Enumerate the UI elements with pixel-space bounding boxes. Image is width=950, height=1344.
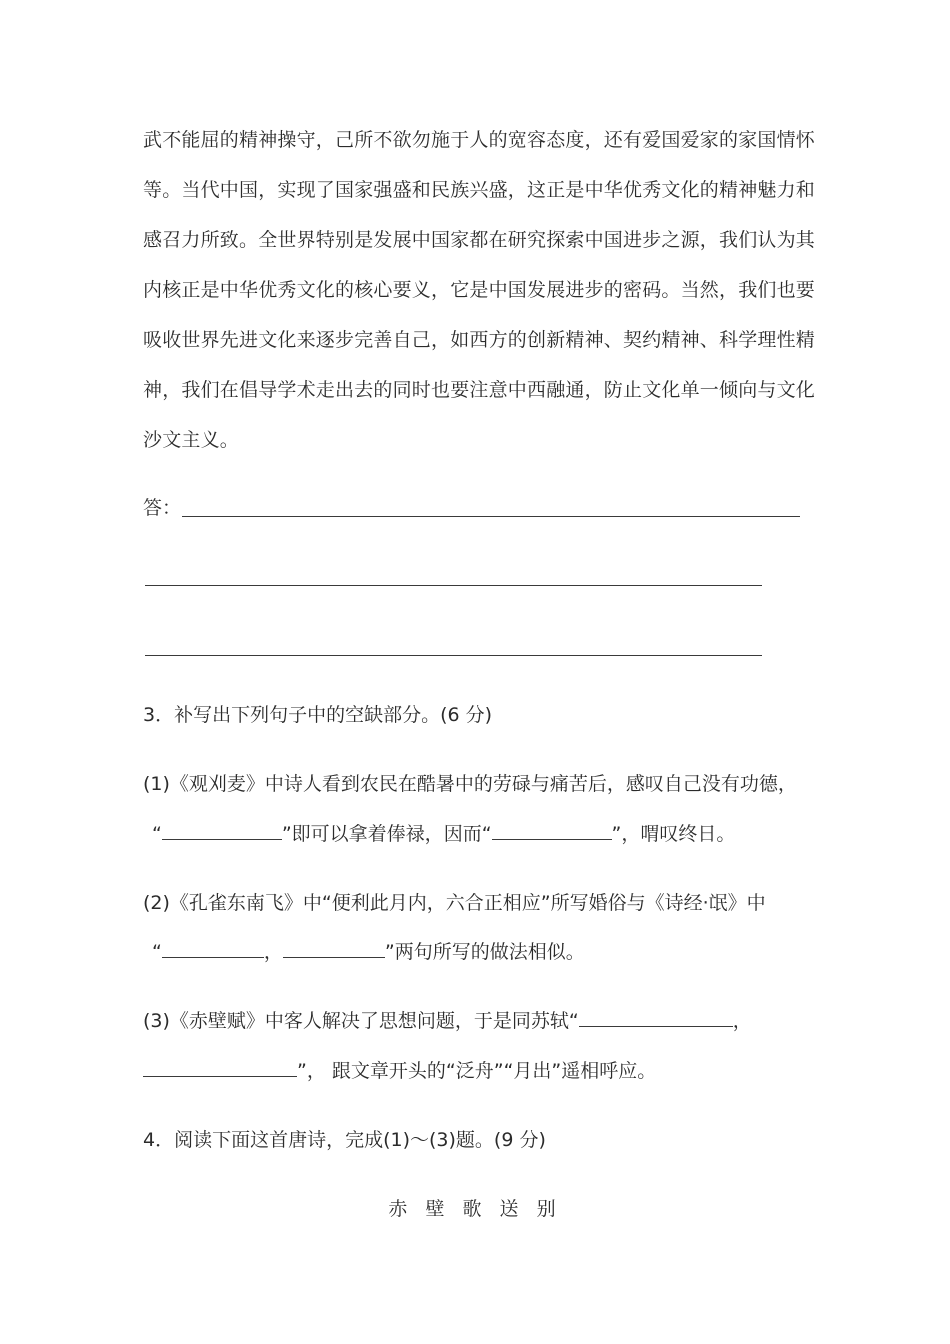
poem-title: 赤 壁 歌 送 别	[388, 1198, 562, 1220]
sentence-tail: ”两句所写的做法相似。	[384, 941, 585, 963]
answer-line-2[interactable]	[145, 585, 762, 586]
reading-passage	[143, 118, 816, 468]
sentence-head: (3)《赤壁赋》中客人解决了思想问题，于是同苏轼“	[143, 1010, 579, 1032]
fill-blank-3[interactable]	[162, 939, 264, 958]
passage-line: 感召力所致。全世界特别是发展中国家都在研究探索中国进步之源，我们认为其	[143, 229, 816, 251]
blank-comma: ，	[263, 941, 283, 963]
fill-blank-4[interactable]	[283, 939, 385, 958]
answer-line-3[interactable]	[145, 655, 762, 656]
q3-sentence-2-line-2	[152, 938, 585, 966]
passage-line: 等。当代中国，实现了国家强盛和民族兴盛，这正是中华优秀文化的精神魅力和	[143, 179, 816, 201]
fill-blank-1[interactable]	[162, 821, 282, 840]
sentence-tail: ”，喟叹终日。	[611, 823, 736, 845]
blank-connector: ”即可以拿着俸禄，因而“	[281, 823, 492, 845]
question-3-heading: 3．补写出下列句子中的空缺部分。(6 分)	[143, 704, 493, 726]
passage-line: 内核正是中华优秀文化的核心要义，它是中国发展进步的密码。当然，我们也要	[143, 279, 816, 301]
passage-line: 神，我们在倡导学术走出去的同时也要注意中西融通，防止文化单一倾向与文化	[143, 379, 816, 401]
q3-sentence-1-line-1: (1)《观刈麦》中诗人看到农民在酷暑中的劳碌与痛苦后，感叹自己没有功德，	[143, 773, 797, 795]
q3-sentence-1-line-2	[152, 820, 735, 848]
passage-line: 沙文主义。	[143, 429, 240, 451]
fill-blank-6[interactable]	[143, 1058, 297, 1077]
q3-sentence-2-line-1: (2)《孔雀东南飞》中“便利此月内，六合正相应”所写婚俗与《诗经·氓》中	[143, 892, 766, 914]
answer-label: 答：	[143, 497, 182, 519]
fill-blank-2[interactable]	[492, 821, 612, 840]
passage-line: 吸收世界先进文化来逐步完善自己，如西方的创新精神、契约精神、科学理性精	[143, 329, 816, 351]
open-quote: “	[152, 823, 162, 845]
q3-sentence-3-line-1	[143, 1007, 752, 1035]
sentence-tail: ”， 跟文章开头的“泛舟”“月出”遥相呼应。	[297, 1060, 657, 1082]
answer-line-1[interactable]	[182, 516, 800, 517]
open-quote: “	[152, 941, 162, 963]
q3-sentence-3-line-2	[143, 1057, 656, 1085]
passage-line: 武不能屈的精神操守，己所不欲勿施于人的宽容态度，还有爱国爱家的家国情怀	[143, 129, 816, 151]
question-4-heading: 4．阅读下面这首唐诗，完成(1)～(3)题。(9 分)	[143, 1129, 546, 1151]
fill-blank-5[interactable]	[579, 1008, 733, 1027]
blank-comma: ，	[732, 1010, 752, 1032]
